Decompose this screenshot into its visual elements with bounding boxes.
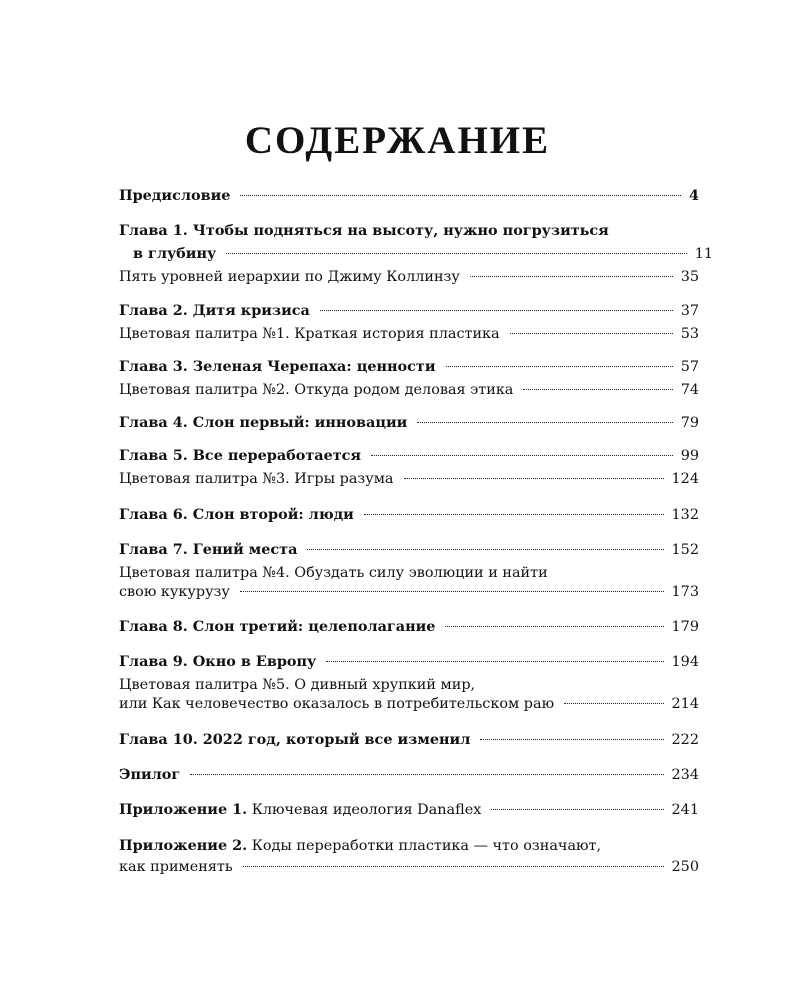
page-number: 194: [671, 654, 699, 670]
toc-entry-appendix-1[interactable]: [119, 798, 699, 822]
toc-entry-chapter-1[interactable]: [119, 219, 699, 243]
page-number: 250: [671, 859, 699, 875]
toc-entry-chapter-10[interactable]: [119, 728, 699, 752]
page-number: 222: [671, 732, 699, 748]
toc-entry-preface[interactable]: [119, 184, 699, 208]
page-number: 35: [680, 269, 699, 285]
dot-leader: [480, 739, 663, 740]
dot-leader: [446, 366, 673, 367]
entry-title: Глава 7. Гений места: [119, 541, 298, 558]
entry-title: [119, 798, 481, 822]
page-number: 152: [671, 542, 699, 558]
dot-leader: [470, 276, 673, 277]
entry-title: Глава 5. Все переработается: [119, 447, 362, 464]
page-number: 234: [671, 767, 699, 783]
dot-leader: [226, 253, 686, 254]
toc-entry-chapter-8[interactable]: [119, 615, 699, 639]
dot-leader: [371, 455, 673, 456]
toc-entry-palette-3[interactable]: [119, 467, 699, 491]
dot-leader: [190, 774, 663, 775]
toc-entry-chapter-7[interactable]: [119, 538, 699, 562]
entry-title: Предисловие: [119, 187, 231, 204]
page-number: 79: [680, 415, 699, 431]
dot-leader: [320, 310, 673, 311]
dot-leader: [240, 591, 664, 592]
dot-leader: [364, 514, 664, 515]
entry-title-continued: или Как человечество оказалось в потребительском раю: [119, 696, 555, 712]
entry-title-continued: свою кукурузу: [119, 584, 230, 600]
appendix-label: Приложение 1.: [119, 801, 248, 818]
toc-entry-chapter-2[interactable]: [119, 299, 699, 323]
appendix-title: Коды переработки пластика — что означают,: [251, 838, 602, 854]
toc-entry-chapter-4[interactable]: [119, 411, 699, 435]
appendix-label: Приложение 2.: [119, 837, 248, 854]
toc-entry-palette-1[interactable]: [119, 322, 699, 346]
page-number: 173: [671, 584, 699, 600]
dot-leader: [243, 866, 664, 867]
entry-title: Цветовая палитра №2. Откуда родом деловая этика: [119, 382, 514, 398]
page-number: 241: [671, 802, 699, 818]
entry-title: Глава 4. Слон первый: инновации: [119, 414, 408, 431]
entry-title: Глава 1. Чтобы подняться на высоту, нужно погрузиться: [119, 222, 609, 239]
entry-title: Глава 9. Окно в Европу: [119, 653, 317, 670]
dot-leader: [404, 478, 664, 479]
toc-entry-chapter-3[interactable]: [119, 355, 699, 379]
entry-title-continued: как применять: [119, 859, 233, 875]
page-number: 214: [671, 696, 699, 712]
entry-title: Цветовая палитра №3. Игры разума: [119, 471, 394, 487]
page-number: 11: [694, 246, 713, 262]
toc-entry-chapter-5[interactable]: [119, 444, 699, 468]
dot-leader: [491, 809, 663, 810]
toc-entry-subsection[interactable]: [119, 265, 699, 289]
toc-entry-palette-4-cont[interactable]: [119, 580, 699, 604]
entry-title: Глава 10. 2022 год, который все изменил: [119, 731, 471, 748]
entry-title: Цветовая палитра №5. О дивный хрупкий мир,: [119, 677, 476, 693]
entry-title: Цветовая палитра №1. Краткая история пластика: [119, 326, 500, 342]
toc-entry-appendix-2-cont[interactable]: [119, 855, 699, 879]
page-number: 4: [688, 187, 699, 204]
entry-title: Эпилог: [119, 766, 181, 783]
dot-leader: [417, 422, 672, 423]
entry-title: Глава 3. Зеленая Черепаха: ценности: [119, 358, 436, 375]
entry-title-continued: в глубину: [133, 245, 217, 262]
toc-entry-palette-2[interactable]: [119, 378, 699, 402]
page-number: 74: [680, 382, 699, 398]
entry-title: Глава 6. Слон второй: люди: [119, 506, 354, 523]
toc-entry-epilogue[interactable]: [119, 763, 699, 787]
page-number: 132: [671, 507, 699, 523]
page-number: 124: [671, 471, 699, 487]
dot-leader: [445, 626, 663, 627]
entry-title: Глава 8. Слон третий: целеполагание: [119, 618, 436, 635]
toc-entry-palette-5-cont[interactable]: [119, 692, 699, 716]
page-number: 179: [671, 619, 699, 635]
page-number: 37: [680, 303, 699, 319]
entry-title: Глава 2. Дитя кризиса: [119, 302, 310, 319]
entry-title: Пять уровней иерархии по Джиму Коллинзу: [119, 269, 460, 285]
entry-title: Цветовая палитра №4. Обуздать силу эволюции и найти: [119, 565, 548, 581]
page-number: 57: [680, 359, 699, 375]
page-number: 99: [680, 448, 699, 464]
dot-leader: [307, 549, 663, 550]
toc-entry-chapter-1-cont[interactable]: [119, 242, 713, 266]
toc-entry-chapter-6[interactable]: [119, 503, 699, 527]
page-number: 53: [680, 326, 699, 342]
dot-leader: [326, 661, 663, 662]
toc-entry-chapter-9[interactable]: [119, 650, 699, 674]
dot-leader: [564, 703, 663, 704]
page-title: СОДЕРЖАНИЕ: [244, 119, 551, 162]
dot-leader: [240, 195, 681, 196]
dot-leader: [510, 333, 673, 334]
dot-leader: [523, 389, 672, 390]
appendix-title: Ключевая идеология Danaflex: [251, 802, 482, 818]
